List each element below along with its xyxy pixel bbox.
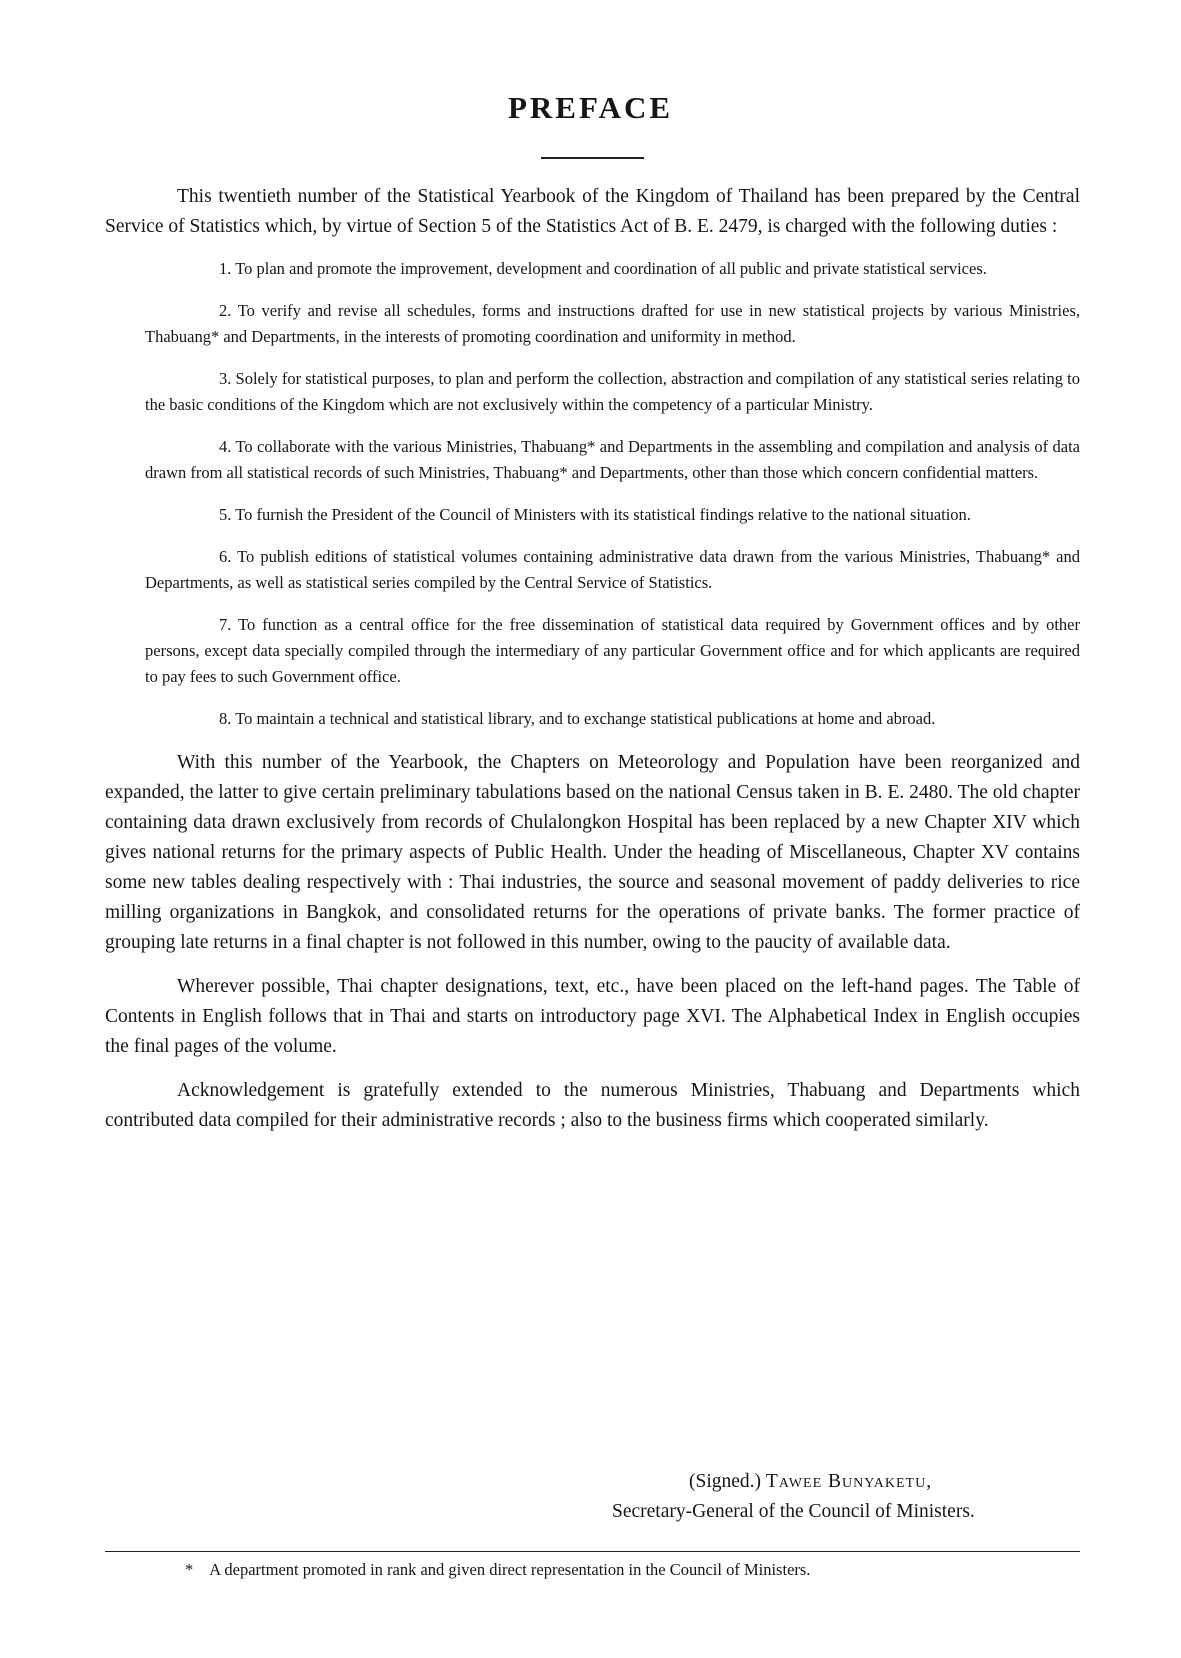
signatory-name: Tawee Bunyaketu, <box>765 1471 933 1492</box>
duty-number: 4. <box>219 437 232 456</box>
duty-text: Solely for statistical purposes, to plan and perform the collection, abstraction and compilation of any statistical series relating to the basic conditions of the Kingdom which are not exclusively within the competency of a particular Ministry. <box>145 369 1080 414</box>
duty-text: To furnish the President of the Council of Ministers with its statistical findings relative to the national situation. <box>235 505 971 524</box>
duty-number: 1. <box>219 259 232 278</box>
duty-item <box>145 256 1080 282</box>
duty-item <box>145 544 1080 596</box>
duty-number: 3. <box>219 369 232 388</box>
duty-text: To collaborate with the various Ministries, Thabuang* and Departments in the assembling and compilation and analysis of data drawn from all statistical records of such Ministries, Thabuang* and Departments, other than those which concern confidential matters. <box>145 437 1081 482</box>
duty-item <box>145 298 1080 350</box>
duty-item <box>145 366 1080 418</box>
duty-number: 8. <box>219 709 232 728</box>
preface-body <box>105 182 1080 1150</box>
page-title: PREFACE <box>507 90 674 125</box>
duty-text: To maintain a technical and statistical library, and to exchange statistical publications at home and abroad. <box>235 709 936 728</box>
footnote-mark: * <box>185 1560 194 1579</box>
title-underline <box>541 157 644 159</box>
signature-line <box>612 1467 1082 1497</box>
footnote-rule <box>105 1551 1080 1552</box>
duty-number: 6. <box>219 547 232 566</box>
duty-number: 2. <box>219 301 232 320</box>
duty-number: 5. <box>219 505 232 524</box>
duty-item <box>145 612 1080 690</box>
duty-item <box>145 434 1080 486</box>
signed-label: (Signed.) <box>689 1471 762 1492</box>
duties-list <box>145 256 1080 732</box>
duty-number: 7. <box>219 615 232 634</box>
yearbook-changes-paragraph: With this number of the Yearbook, the Chapters on Meteorology and Population have been reorganized and expanded, the latter to give certain preliminary tabulations based on the national Census taken in B. E. 2480. The old chapter containing data drawn exclusively from records of Chulalongkon Hospital has been replaced by a new Chapter XIV which gives national returns for the primary aspects of Public Health. Under the heading of Miscellaneous, Chapter XV contains some new tables dealing respectively with : Thai industries, the source and seasonal movement of paddy deliveries to rice milling organizations in Bangkok, and consolidated returns for the operations of private banks. The former practice of grouping late returns in a final chapter is not followed in this number, owing to the paucity of available data. <box>105 752 1080 953</box>
footnote-text: A department promoted in rank and given direct representation in the Council of Ministers. <box>209 1560 811 1579</box>
duty-item <box>145 502 1080 528</box>
duty-text: To plan and promote the improvement, development and coordination of all public and private statistical services. <box>235 259 987 278</box>
layout-note-paragraph: Wherever possible, Thai chapter designations, text, etc., have been placed on the left-hand pages. The Table of Contents in English follows that in Thai and starts on introductory page XVI. The Alphabetical Index in English occupies the final pages of the volume. <box>105 976 1080 1057</box>
duty-item <box>145 706 1080 732</box>
acknowledgement-paragraph: Acknowledgement is gratefully extended to the numerous Ministries, Thabuang and Departments which contributed data compiled for their administrative records ; also to the business firms which cooperated similarly. <box>105 1080 1080 1131</box>
footnote <box>185 1558 1065 1582</box>
duty-text: To verify and revise all schedules, forms and instructions drafted for use in new statistical projects by various Ministries, Thabuang* and Departments, in the interests of promoting coordination and uniformity in method. <box>145 301 1080 346</box>
intro-paragraph: This twentieth number of the Statistical Yearbook of the Kingdom of Thailand has been prepared by the Central Service of Statistics which, by virtue of Section 5 of the Statistics Act of B. E. 2479, is charged with the following duties : <box>105 186 1080 237</box>
signature-block <box>612 1467 1082 1527</box>
signatory-position: Secretary-General of the Council of Ministers. <box>612 1501 975 1522</box>
duty-text: To publish editions of statistical volumes containing administrative data drawn from the various Ministries, Thabuang* and Departments, as well as statistical series compiled by the Central Service of Statistics. <box>145 547 1080 592</box>
duty-text: To function as a central office for the free dissemination of statistical data required by Government offices and by other persons, except data specially compiled through the intermediary of any particular Government office and for which applicants are required to pay fees to such Government office. <box>145 615 1080 686</box>
